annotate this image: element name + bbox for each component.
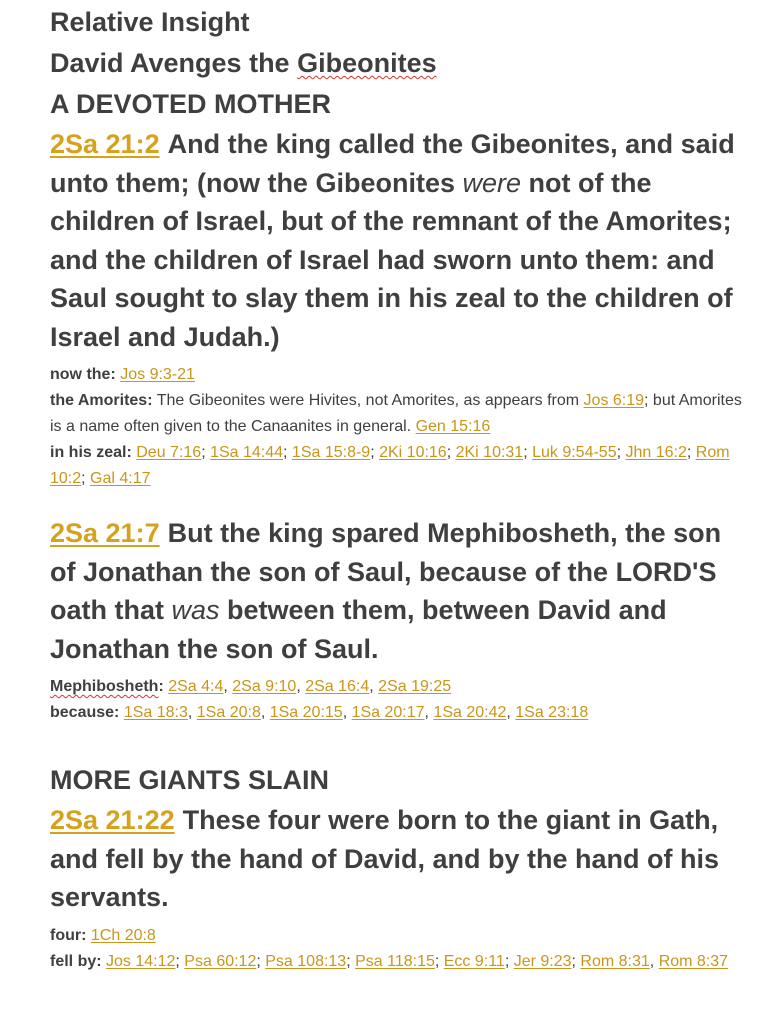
note-key-colon: : [158,678,164,695]
note-key: fell by: [50,952,102,970]
note-line [50,362,750,388]
cross-ref-link[interactable]: 1Sa 20:8 [196,704,261,721]
spacer [50,492,750,514]
spacer [50,726,750,760]
cross-ref-link[interactable]: Gen 15:16 [415,418,491,435]
passage-heading-prefix: David Avenges the [50,48,298,78]
verse-notes [50,674,750,726]
verse-text: And the king called the Gibeonites, and said unto them; (now the Gibeonites [50,129,735,198]
note-line: Mephibosheth: 2Sa 4:4, 2Sa 9:10, 2Sa 16:4, 2Sa 19:25 [50,678,452,695]
verse-2sa-21-7 [50,514,750,668]
cross-ref-link[interactable]: Jhn 16:2 [625,444,687,461]
note-text: The Gibeonites were Hivites, not Amorites, as appears from [152,392,584,409]
verse-ref-link[interactable]: 2Sa 21:2 [50,129,160,159]
note-line: because: 1Sa 18:3, 1Sa 20:8, 1Sa 20:15, 1Sa 20:17, 1Sa 20:42, 1Sa 23:18 [50,704,589,721]
section-heading-more-giants-slain: MORE GIANTS SLAIN [50,765,330,795]
note-key: four: [50,926,87,944]
note-key-misspelled[interactable]: Mephibosheth [50,678,159,695]
page-title: Relative Insight [50,7,250,37]
cross-ref-link[interactable]: 2Ki 10:31 [455,444,524,461]
cross-ref-link[interactable]: Luk 9:54-55 [532,444,617,461]
cross-ref-link[interactable]: Ecc 9:11 [443,952,505,970]
cross-ref-link[interactable]: 2Ki 10:16 [379,444,447,461]
cross-ref-link[interactable]: 2Sa 16:4 [305,678,370,695]
cross-ref-link[interactable]: 1Ch 20:8 [90,926,156,944]
cross-ref-link[interactable]: 1Sa 15:8-9 [291,444,371,461]
cross-ref-link[interactable]: 1Sa 20:15 [269,704,343,721]
cross-ref-link[interactable]: Psa 60:12 [184,952,257,970]
verse-2sa-21-2 [50,125,750,356]
cross-ref-link[interactable]: 2Sa 4:4 [168,678,224,695]
misspelled-word[interactable]: Gibeonites [297,48,437,78]
verse-text: But the king spared Mephibosheth, the son of Jonathan the son of Saul, because of the LORD'S oath that [50,518,722,625]
note-line: in his zeal: Deu 7:16; 1Sa 14:44; 1Sa 15:8-9; 2Ki 10:16; 2Ki 10:31; Luk 9:54-55; Jhn 16:2; Rom 10:2; Gal 4:17 [50,444,730,487]
note-line [50,923,750,949]
cross-ref-link[interactable]: 1Sa 20:17 [351,704,425,721]
cross-ref-link[interactable]: 2Sa 19:25 [378,678,452,695]
verse-text: These four were born to the giant in Gath, and fell by the hand of David, and by the hand of his servants. [50,805,720,912]
cross-ref-link[interactable]: Jos 6:19 [583,392,645,409]
verse-text: not of the children of Israel, but of the remnant of the Amorites; and the children of Israel had sworn unto them: and Saul sought to slay them in his zeal to the children of Israel and Judah.) [50,167,733,352]
cross-ref-link[interactable]: Rom 8:31 [580,952,650,970]
note-line: fell by: Jos 14:12; Psa 60:12; Psa 108:13; Psa 118:15; Ecc 9:11; Jer 9:23; Rom 8:31, Rom 8:37 [50,952,729,970]
note-key: the Amorites: [50,392,153,409]
verse-italic-word: were [462,167,522,198]
verse-notes [50,923,750,975]
verse-2sa-21-22 [50,801,750,917]
cross-ref-link[interactable]: Gal 4:17 [90,470,151,487]
cross-ref-link[interactable]: 2Sa 9:10 [232,678,297,695]
cross-ref-link[interactable]: 1Sa 14:44 [210,444,284,461]
cross-ref-link[interactable]: Jos 14:12 [106,952,176,970]
passage-heading [50,43,750,84]
note-key: now the: [50,366,116,383]
cross-ref-link[interactable]: Jer 9:23 [513,952,572,970]
cross-ref-link[interactable]: Psa 108:13 [265,952,347,970]
note-key: because: [50,704,120,721]
note-key: in his zeal: [50,444,132,461]
note-line [50,388,750,440]
cross-ref-link[interactable]: 1Sa 18:3 [123,704,188,721]
verse-ref-link[interactable]: 2Sa 21:22 [50,805,175,835]
cross-ref-link[interactable]: Jos 9:3-21 [120,366,195,383]
section-heading-devoted-mother: A DEVOTED MOTHER [50,89,332,119]
verse-text: between them, between David and Jonathan the son of Saul. [50,595,667,664]
cross-ref-link[interactable]: 1Sa 20:42 [433,704,507,721]
cross-ref-link[interactable]: Rom 8:37 [658,952,729,970]
cross-ref-link[interactable]: Rom 10:2 [50,444,730,487]
verse-notes [50,362,750,492]
cross-ref-link[interactable]: Deu 7:16 [136,444,202,461]
verse-italic-word: was [171,595,220,625]
note-text: ; but Amorites is a name often given to the Canaanites in general. [50,392,742,435]
cross-ref-link[interactable]: Psa 118:15 [355,952,435,970]
verse-ref-link[interactable]: 2Sa 21:7 [50,518,160,548]
cross-ref-link[interactable]: 1Sa 23:18 [515,704,589,721]
